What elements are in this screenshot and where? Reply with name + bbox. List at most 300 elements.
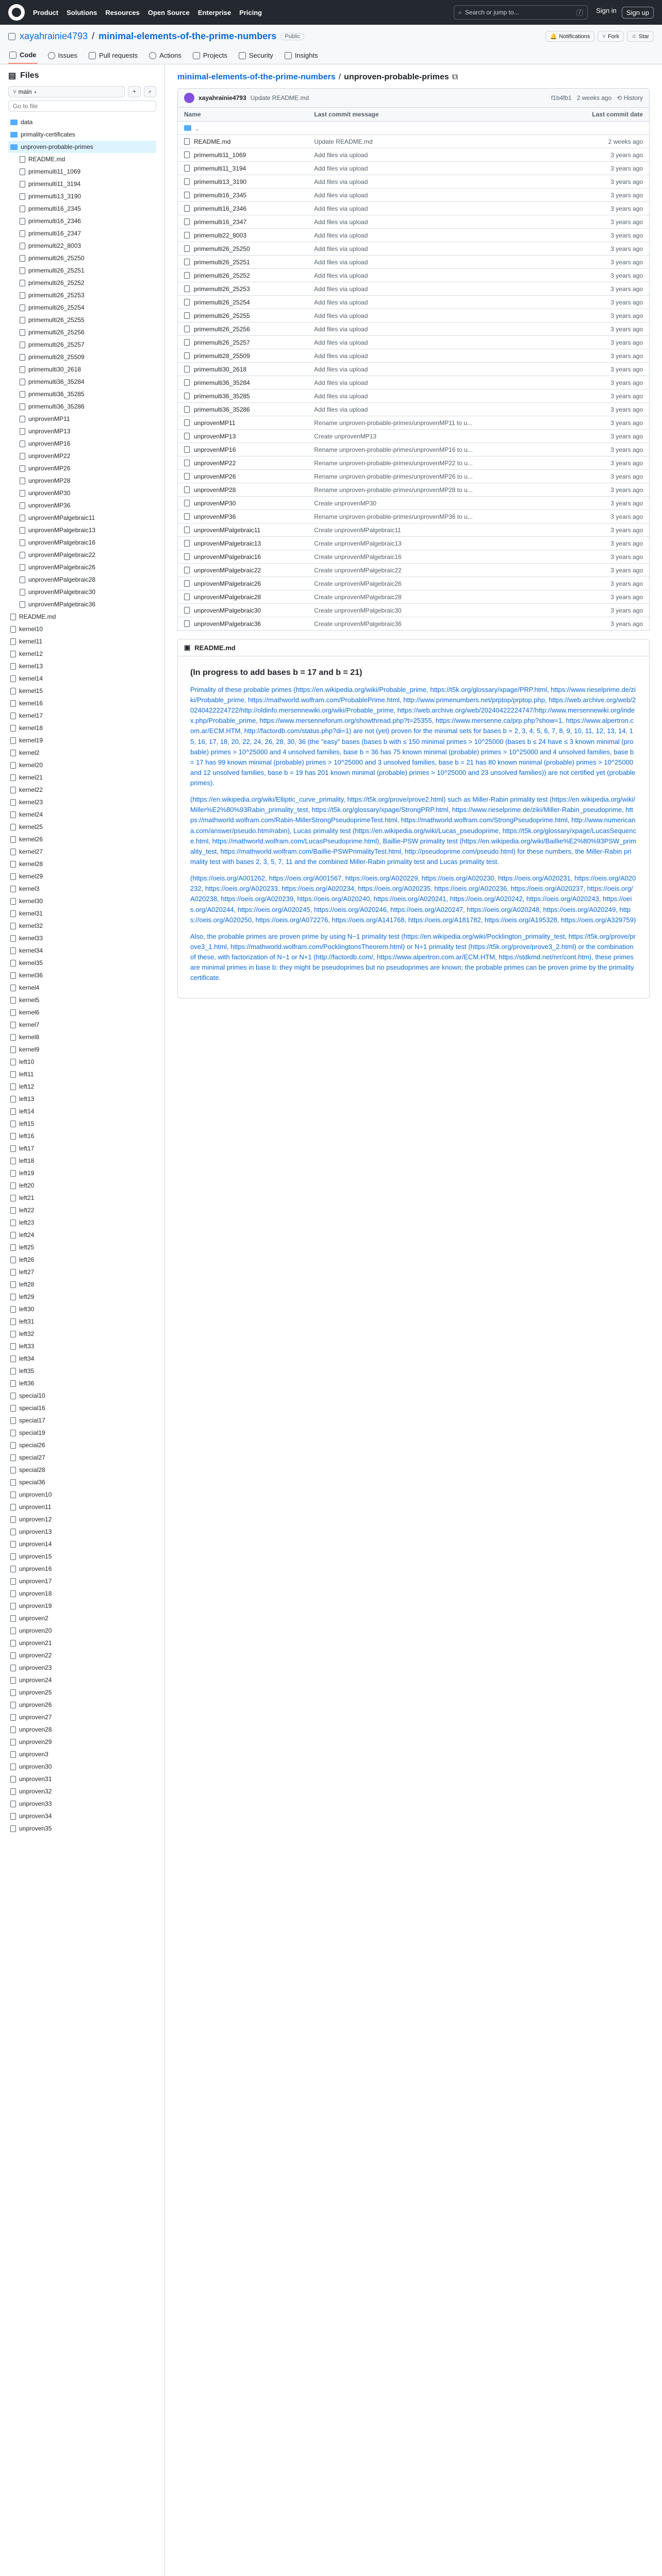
commit-message-cell[interactable]: Add files via upload xyxy=(308,389,557,403)
github-logo-icon[interactable] xyxy=(8,4,25,21)
file-name-link[interactable]: primemulti26_25253 xyxy=(194,285,250,293)
branch-selector[interactable] xyxy=(8,86,125,97)
file-name-cell[interactable] xyxy=(178,323,308,336)
tree-item[interactable] xyxy=(8,870,156,883)
file-name-link[interactable]: primemulti36_35286 xyxy=(194,405,250,413)
file-name-link[interactable]: unprovenMP16 xyxy=(194,446,236,453)
breadcrumb-repo-link[interactable]: minimal-elements-of-the-prime-numbers xyxy=(177,73,336,81)
tree-item[interactable] xyxy=(8,1600,156,1612)
tree-item[interactable] xyxy=(8,1538,156,1550)
commit-message-cell[interactable]: Add files via upload xyxy=(308,363,557,376)
file-name-cell[interactable] xyxy=(178,309,308,323)
commit-message-cell[interactable]: Add files via upload xyxy=(308,403,557,416)
tree-item[interactable] xyxy=(8,771,156,784)
parent-directory-row[interactable] xyxy=(178,122,650,135)
tree-item[interactable] xyxy=(8,697,156,709)
tree-item[interactable] xyxy=(8,1563,156,1575)
file-name-link[interactable]: primemulti11_1069 xyxy=(194,151,246,159)
tree-item[interactable] xyxy=(8,1439,156,1451)
tree-item[interactable] xyxy=(8,1748,156,1760)
file-name-link[interactable]: primemulti26_25251 xyxy=(194,258,250,266)
tree-item[interactable] xyxy=(8,1723,156,1736)
table-row[interactable] xyxy=(178,215,650,229)
tab-insights[interactable] xyxy=(284,47,319,64)
tree-item[interactable] xyxy=(8,1105,156,1117)
table-row[interactable] xyxy=(178,189,650,202)
file-name-cell[interactable] xyxy=(178,242,308,256)
sign-up-button[interactable]: Sign up xyxy=(622,7,654,19)
commit-message-cell[interactable]: Create unprovenMPalgebraic22 xyxy=(308,564,557,577)
file-name-link[interactable]: primemulti26_25257 xyxy=(194,338,250,346)
table-row[interactable] xyxy=(178,242,650,256)
tree-item[interactable] xyxy=(8,1760,156,1773)
tab-code[interactable] xyxy=(8,47,38,64)
file-name-cell[interactable] xyxy=(178,349,308,363)
table-row[interactable] xyxy=(178,590,650,604)
file-name-link[interactable]: unprovenMPalgebraic22 xyxy=(194,566,261,574)
commit-message-cell[interactable]: Add files via upload xyxy=(308,175,557,189)
tree-item[interactable] xyxy=(8,1179,156,1192)
commit-message-cell[interactable]: Update README.md xyxy=(308,135,557,148)
tree-item[interactable] xyxy=(8,573,156,586)
file-name-cell[interactable] xyxy=(178,135,308,148)
tree-item[interactable] xyxy=(8,1204,156,1216)
commit-message-cell[interactable]: Add files via upload xyxy=(308,349,557,363)
file-name-cell[interactable] xyxy=(178,336,308,349)
commit-message-cell[interactable]: Add files via upload xyxy=(308,296,557,309)
file-name-link[interactable]: unprovenMPalgebraic30 xyxy=(194,606,261,614)
tree-item[interactable] xyxy=(8,1031,156,1043)
tree-item[interactable] xyxy=(8,190,156,202)
file-name-link[interactable]: primemulti13_3190 xyxy=(194,178,247,185)
tree-item[interactable] xyxy=(8,1080,156,1093)
tree-item[interactable] xyxy=(8,277,156,289)
tree-item[interactable] xyxy=(8,1352,156,1365)
tree-item[interactable] xyxy=(8,1402,156,1414)
table-row[interactable] xyxy=(178,229,650,242)
tree-item[interactable] xyxy=(8,1365,156,1377)
tree-item[interactable] xyxy=(8,969,156,981)
tree-item[interactable] xyxy=(8,1389,156,1402)
tree-item[interactable] xyxy=(8,178,156,190)
tree-item[interactable] xyxy=(8,240,156,252)
file-name-link[interactable]: primemulti26_25250 xyxy=(194,245,250,252)
tree-item[interactable] xyxy=(8,1117,156,1130)
commit-hash[interactable]: f1b4fb1 xyxy=(551,94,572,101)
tree-item[interactable] xyxy=(8,907,156,920)
tree-item[interactable] xyxy=(8,1192,156,1204)
commit-message-cell[interactable]: Create unprovenMPalgebraic28 xyxy=(308,590,557,604)
table-row[interactable] xyxy=(178,537,650,550)
table-row[interactable] xyxy=(178,510,650,523)
tree-item[interactable] xyxy=(8,1810,156,1822)
tree-item[interactable] xyxy=(8,1241,156,1253)
table-row[interactable] xyxy=(178,269,650,282)
commit-message-cell[interactable]: Add files via upload xyxy=(308,256,557,269)
tree-item[interactable] xyxy=(8,1019,156,1031)
tree-item[interactable] xyxy=(8,1513,156,1526)
tree-item[interactable] xyxy=(8,1414,156,1427)
commit-message-cell[interactable]: Add files via upload xyxy=(308,282,557,296)
sidebar-toggle-icon[interactable]: ▤ xyxy=(8,72,16,80)
commit-message-cell[interactable]: Rename unproven-probable-primes/unprovenMP16 to u... xyxy=(308,443,557,456)
tree-item[interactable] xyxy=(8,1798,156,1810)
tree-item[interactable] xyxy=(8,1328,156,1340)
file-name-cell[interactable] xyxy=(178,564,308,577)
tree-item[interactable] xyxy=(8,685,156,697)
nav-pricing[interactable]: Pricing xyxy=(239,8,262,16)
tree-item[interactable] xyxy=(8,1587,156,1600)
tree-item[interactable] xyxy=(8,1773,156,1785)
tree-item[interactable] xyxy=(8,734,156,747)
commit-message-cell[interactable]: Create unprovenMP13 xyxy=(308,430,557,443)
tree-item[interactable] xyxy=(8,1130,156,1142)
file-name-cell[interactable] xyxy=(178,389,308,403)
table-row[interactable] xyxy=(178,523,650,537)
file-name-link[interactable]: primemulti26_25254 xyxy=(194,298,250,306)
file-name-link[interactable]: primemulti26_25255 xyxy=(194,312,250,319)
file-name-cell[interactable] xyxy=(178,430,308,443)
tree-item[interactable] xyxy=(8,462,156,474)
star-button[interactable] xyxy=(627,31,654,42)
tree-item[interactable] xyxy=(8,932,156,944)
table-row[interactable] xyxy=(178,323,650,336)
commit-message-cell[interactable]: Add files via upload xyxy=(308,148,557,162)
tree-item[interactable] xyxy=(8,895,156,907)
tree-item[interactable] xyxy=(8,1637,156,1649)
tree-item[interactable] xyxy=(8,450,156,462)
tree-item[interactable] xyxy=(8,1612,156,1624)
tree-item[interactable] xyxy=(8,1043,156,1056)
file-name-cell[interactable] xyxy=(178,229,308,242)
file-name-cell[interactable] xyxy=(178,282,308,296)
tree-item[interactable] xyxy=(8,1315,156,1328)
table-row[interactable] xyxy=(178,430,650,443)
tree-item[interactable] xyxy=(8,709,156,722)
tree-item[interactable] xyxy=(8,376,156,388)
tree-item[interactable] xyxy=(8,1686,156,1699)
file-name-cell[interactable] xyxy=(178,483,308,497)
go-to-file-input[interactable] xyxy=(8,100,156,112)
table-row[interactable] xyxy=(178,550,650,564)
file-name-link[interactable]: primemulti26_25252 xyxy=(194,272,250,279)
commit-message-cell[interactable]: Create unprovenMPalgebraic26 xyxy=(308,577,557,590)
add-file-button[interactable]: + xyxy=(128,86,140,97)
commit-message-cell[interactable]: Rename unproven-probable-primes/unprovenMP22 to u... xyxy=(308,456,557,470)
table-row[interactable] xyxy=(178,617,650,631)
table-row[interactable] xyxy=(178,497,650,510)
commit-message-cell[interactable]: Create unprovenMP30 xyxy=(308,497,557,510)
file-name-cell[interactable] xyxy=(178,416,308,430)
table-row[interactable] xyxy=(178,349,650,363)
commit-message-cell[interactable]: Add files via upload xyxy=(308,269,557,282)
tree-item[interactable] xyxy=(8,1006,156,1019)
tree-item[interactable] xyxy=(8,1056,156,1068)
commit-message-cell[interactable]: Add files via upload xyxy=(308,162,557,175)
tree-item[interactable] xyxy=(8,1785,156,1798)
tree-item[interactable] xyxy=(8,784,156,796)
tree-item[interactable] xyxy=(8,1142,156,1155)
commit-message-cell[interactable]: Create unprovenMPalgebraic16 xyxy=(308,550,557,564)
tab-pull-requests[interactable] xyxy=(88,47,139,64)
tab-projects[interactable] xyxy=(192,47,228,64)
tree-item[interactable] xyxy=(8,1068,156,1080)
tree-item[interactable] xyxy=(8,747,156,759)
table-row[interactable] xyxy=(178,416,650,430)
file-name-link[interactable]: primemulti28_25509 xyxy=(194,352,250,360)
file-name-link[interactable]: unprovenMPalgebraic11 xyxy=(194,526,261,534)
table-row[interactable] xyxy=(178,604,650,617)
file-name-cell[interactable] xyxy=(178,162,308,175)
tree-item[interactable] xyxy=(8,252,156,264)
file-name-link[interactable]: primemulti16_2345 xyxy=(194,191,247,199)
file-name-link[interactable]: primemulti16_2346 xyxy=(194,205,247,212)
tree-item[interactable] xyxy=(8,660,156,672)
commit-message-cell[interactable]: Rename unproven-probable-primes/unprovenMP36 to u... xyxy=(308,510,557,523)
commit-message-cell[interactable]: Rename unproven-probable-primes/unprovenMP26 to u... xyxy=(308,470,557,483)
tree-item[interactable] xyxy=(8,351,156,363)
tree-item[interactable] xyxy=(8,338,156,351)
tree-item[interactable] xyxy=(8,314,156,326)
file-name-cell[interactable] xyxy=(178,443,308,456)
tree-item[interactable] xyxy=(8,1674,156,1686)
tab-issues[interactable] xyxy=(47,47,79,64)
table-row[interactable] xyxy=(178,376,650,389)
nav-product[interactable]: Product xyxy=(33,8,59,16)
tree-item[interactable] xyxy=(8,1093,156,1105)
repo-owner-link[interactable]: xayahrainie4793 xyxy=(20,31,88,41)
file-name-link[interactable]: unprovenMP11 xyxy=(194,419,236,427)
sign-in-link[interactable]: Sign in xyxy=(596,6,617,14)
tree-item[interactable] xyxy=(8,845,156,858)
commit-message-cell[interactable]: Add files via upload xyxy=(308,309,557,323)
file-name-link[interactable]: unprovenMP30 xyxy=(194,499,236,507)
nav-enterprise[interactable]: Enterprise xyxy=(197,8,231,16)
tree-item[interactable] xyxy=(8,883,156,895)
commit-message-cell[interactable]: Add files via upload xyxy=(308,323,557,336)
tree-item[interactable] xyxy=(8,1699,156,1711)
tree-item[interactable] xyxy=(8,648,156,660)
file-name-cell[interactable] xyxy=(178,523,308,537)
commit-message-cell[interactable]: Add files via upload xyxy=(308,202,557,215)
commit-message-cell[interactable]: Add files via upload xyxy=(308,215,557,229)
file-name-cell[interactable] xyxy=(178,403,308,416)
tree-item[interactable] xyxy=(8,363,156,376)
tree-item[interactable] xyxy=(8,833,156,845)
nav-resources[interactable]: Resources xyxy=(105,8,140,16)
file-name-link[interactable]: unprovenMPalgebraic26 xyxy=(194,580,261,587)
tree-item[interactable] xyxy=(8,1229,156,1241)
tree-item[interactable] xyxy=(8,128,156,141)
tree-item[interactable] xyxy=(8,1711,156,1723)
parent-directory-label[interactable]: .. xyxy=(195,124,199,132)
file-name-cell[interactable] xyxy=(178,604,308,617)
tree-item[interactable] xyxy=(8,1278,156,1291)
table-row[interactable] xyxy=(178,443,650,456)
table-row[interactable] xyxy=(178,389,650,403)
tree-item[interactable] xyxy=(8,1377,156,1389)
table-row[interactable] xyxy=(178,256,650,269)
tree-item[interactable] xyxy=(8,499,156,512)
file-name-cell[interactable] xyxy=(178,456,308,470)
table-row[interactable] xyxy=(178,309,650,323)
file-name-cell[interactable] xyxy=(178,175,308,189)
tree-item[interactable] xyxy=(8,1216,156,1229)
tree-item[interactable] xyxy=(8,1155,156,1167)
tree-item[interactable] xyxy=(8,1501,156,1513)
tree-item[interactable] xyxy=(8,796,156,808)
readme-label[interactable]: README.md xyxy=(194,643,236,652)
file-name-link[interactable]: primemulti11_3194 xyxy=(194,164,246,172)
file-name-link[interactable]: README.md xyxy=(194,138,231,145)
tab-security[interactable] xyxy=(238,47,274,64)
tree-item[interactable] xyxy=(8,512,156,524)
tree-item[interactable] xyxy=(8,598,156,611)
table-row[interactable] xyxy=(178,162,650,175)
table-row[interactable] xyxy=(178,148,650,162)
file-name-link[interactable]: unprovenMP22 xyxy=(194,459,236,467)
tree-item[interactable] xyxy=(8,388,156,400)
tree-item[interactable] xyxy=(8,116,156,128)
table-row[interactable] xyxy=(178,202,650,215)
search-files-button[interactable]: ⌕ xyxy=(144,86,156,97)
repo-name-link[interactable]: minimal-elements-of-the-prime-numbers xyxy=(98,31,277,41)
table-row[interactable] xyxy=(178,403,650,416)
file-name-cell[interactable] xyxy=(178,550,308,564)
file-name-cell[interactable] xyxy=(178,577,308,590)
file-name-cell[interactable] xyxy=(178,590,308,604)
commit-author[interactable]: xayahrainie4793 xyxy=(198,94,246,101)
parent-directory-cell[interactable] xyxy=(178,122,308,135)
file-name-link[interactable]: unprovenMP28 xyxy=(194,486,236,494)
tree-item[interactable] xyxy=(8,1526,156,1538)
file-name-cell[interactable] xyxy=(178,148,308,162)
tree-item[interactable] xyxy=(8,586,156,598)
table-row[interactable] xyxy=(178,470,650,483)
commit-message-cell[interactable]: Rename unproven-probable-primes/unprovenMP28 to u... xyxy=(308,483,557,497)
tree-item[interactable] xyxy=(8,301,156,314)
file-name-cell[interactable] xyxy=(178,296,308,309)
tree-item[interactable] xyxy=(8,1488,156,1501)
table-row[interactable] xyxy=(178,483,650,497)
commit-message-cell[interactable]: Create unprovenMPalgebraic30 xyxy=(308,604,557,617)
tree-item[interactable] xyxy=(8,944,156,957)
tree-item[interactable] xyxy=(8,1736,156,1748)
tab-actions[interactable] xyxy=(148,47,183,64)
tree-item[interactable] xyxy=(8,821,156,833)
tree-item[interactable] xyxy=(8,1575,156,1587)
file-name-link[interactable]: primemulti36_35285 xyxy=(194,392,250,400)
commit-message-cell[interactable]: Add files via upload xyxy=(308,376,557,389)
tree-item[interactable] xyxy=(8,524,156,536)
table-row[interactable] xyxy=(178,456,650,470)
tree-item[interactable] xyxy=(8,1303,156,1315)
tree-item[interactable] xyxy=(8,425,156,437)
table-row[interactable] xyxy=(178,577,650,590)
tree-item[interactable] xyxy=(8,536,156,549)
tree-item[interactable] xyxy=(8,858,156,870)
fork-button[interactable] xyxy=(598,31,624,42)
tree-item[interactable] xyxy=(8,264,156,277)
tree-item[interactable] xyxy=(8,1340,156,1352)
file-name-cell[interactable] xyxy=(178,256,308,269)
tree-item[interactable] xyxy=(8,994,156,1006)
tree-item[interactable] xyxy=(8,202,156,215)
file-name-link[interactable]: unprovenMPalgebraic36 xyxy=(194,620,261,628)
tree-item[interactable] xyxy=(8,1464,156,1476)
file-name-link[interactable]: unprovenMPalgebraic13 xyxy=(194,539,261,547)
table-row[interactable] xyxy=(178,135,650,148)
tree-item[interactable] xyxy=(8,635,156,648)
tree-item[interactable] xyxy=(8,289,156,301)
commit-message-cell[interactable]: Add files via upload xyxy=(308,242,557,256)
file-name-cell[interactable] xyxy=(178,202,308,215)
file-name-cell[interactable] xyxy=(178,189,308,202)
file-name-link[interactable]: unprovenMPalgebraic16 xyxy=(194,553,261,561)
tree-item[interactable] xyxy=(8,153,156,165)
tree-item[interactable] xyxy=(8,400,156,413)
table-row[interactable] xyxy=(178,363,650,376)
file-name-link[interactable]: unprovenMP13 xyxy=(194,432,236,440)
file-name-cell[interactable] xyxy=(178,269,308,282)
commit-message-cell[interactable]: Create unprovenMPalgebraic13 xyxy=(308,537,557,550)
tree-item[interactable] xyxy=(8,141,156,153)
nav-solutions[interactable]: Solutions xyxy=(67,8,97,16)
tree-item[interactable] xyxy=(8,759,156,771)
commit-message-cell[interactable]: Create unprovenMPalgebraic36 xyxy=(308,617,557,631)
file-name-cell[interactable] xyxy=(178,376,308,389)
file-name-link[interactable]: primemulti16_2347 xyxy=(194,218,247,226)
tree-item[interactable] xyxy=(8,326,156,338)
commit-message[interactable]: Update README.md xyxy=(250,94,309,101)
table-row[interactable] xyxy=(178,564,650,577)
file-name-cell[interactable] xyxy=(178,510,308,523)
tree-item[interactable] xyxy=(8,623,156,635)
tree-item[interactable] xyxy=(8,920,156,932)
commit-message-cell[interactable]: Create unprovenMPalgebraic11 xyxy=(308,523,557,537)
tree-item[interactable] xyxy=(8,1476,156,1488)
tree-item[interactable] xyxy=(8,1451,156,1464)
history-link[interactable] xyxy=(617,94,643,101)
avatar[interactable] xyxy=(184,93,194,103)
nav-open-source[interactable]: Open Source xyxy=(147,8,190,16)
tree-item[interactable] xyxy=(8,1649,156,1662)
file-name-cell[interactable] xyxy=(178,215,308,229)
file-name-link[interactable]: unprovenMPalgebraic28 xyxy=(194,593,261,601)
copy-path-icon[interactable]: ⧉ xyxy=(452,73,458,81)
commit-message-cell[interactable]: Rename unproven-probable-primes/unprovenMP11 to u... xyxy=(308,416,557,430)
commit-message-cell[interactable]: Add files via upload xyxy=(308,189,557,202)
tree-item[interactable] xyxy=(8,474,156,487)
file-name-cell[interactable] xyxy=(178,537,308,550)
file-name-link[interactable]: primemulti26_25256 xyxy=(194,325,250,333)
tree-item[interactable] xyxy=(8,561,156,573)
tree-item[interactable] xyxy=(8,1291,156,1303)
tree-item[interactable] xyxy=(8,215,156,227)
file-name-link[interactable]: primemulti36_35284 xyxy=(194,379,250,386)
tree-item[interactable] xyxy=(8,1266,156,1278)
file-name-link[interactable]: unprovenMP36 xyxy=(194,513,236,520)
tree-item[interactable] xyxy=(8,1550,156,1563)
tree-item[interactable] xyxy=(8,227,156,240)
table-row[interactable] xyxy=(178,336,650,349)
tree-item[interactable] xyxy=(8,1822,156,1835)
file-name-link[interactable]: unprovenMP26 xyxy=(194,472,236,480)
file-name-link[interactable]: primemulti22_8003 xyxy=(194,231,247,239)
tree-item[interactable] xyxy=(8,437,156,450)
tree-item[interactable] xyxy=(8,1427,156,1439)
notifications-button[interactable] xyxy=(545,31,595,42)
